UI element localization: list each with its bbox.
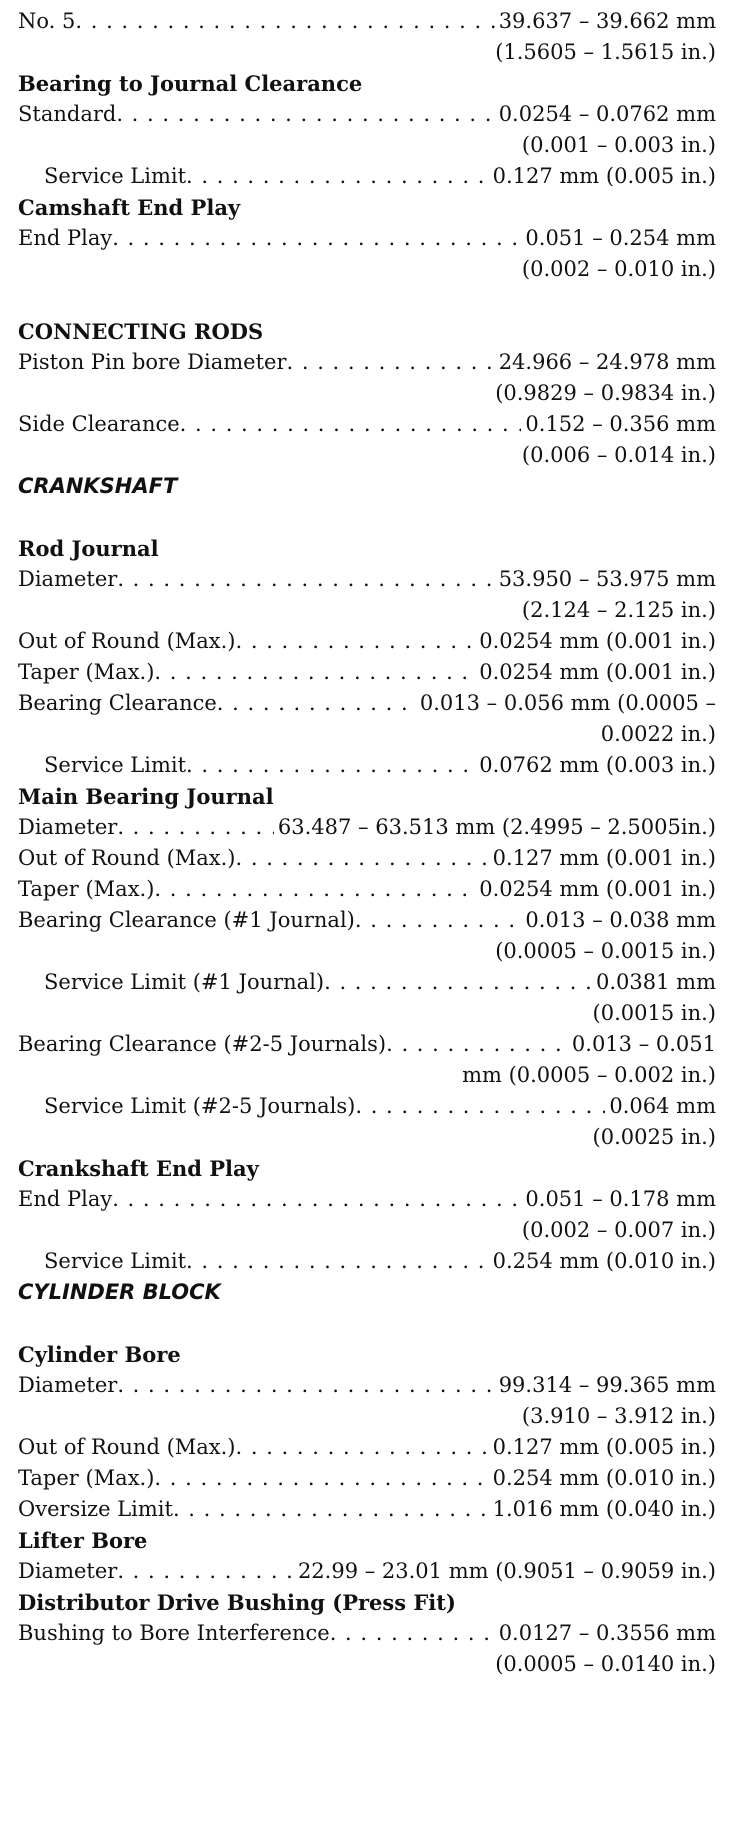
spec-row-bearing-clearance [18, 688, 716, 719]
spec-value: 0.013 – 0.038 mm [525, 908, 716, 932]
spec-label: Diameter [18, 1559, 118, 1583]
spec-label: Bearing Clearance (#2-5 Journals) [18, 1032, 387, 1056]
spec-row-oversize-limit [18, 1494, 716, 1525]
spec-row-piston-pin-bore-diameter [18, 347, 716, 378]
spec-label: No. 5 [18, 9, 76, 33]
spec-row-bearing-clearance-2-5-journals [18, 1029, 716, 1060]
spec-value: 0.0762 mm (0.003 in.) [479, 753, 716, 777]
spec-label: Diameter [18, 1373, 118, 1397]
spec-continuation [18, 378, 716, 409]
spec-label: Oversize Limit [18, 1497, 173, 1521]
spec-value: 0.0254 mm (0.001 in.) [479, 660, 716, 684]
heading-bearing-to-journal-clearance [18, 68, 716, 99]
spec-value: 0.127 mm (0.005 in.) [492, 164, 716, 188]
dot-leader [117, 564, 494, 595]
spec-value: 0.051 – 0.178 mm [525, 1187, 716, 1211]
spec-row-diameter [18, 564, 716, 595]
spec-value: 39.637 – 39.662 mm [498, 9, 716, 33]
spacer [18, 285, 716, 316]
spec-value: 24.966 – 24.978 mm [498, 350, 716, 374]
spec-row-end-play [18, 1184, 716, 1215]
continuation-text: (0.0025 in.) [592, 1125, 716, 1149]
spec-value: 0.0127 – 0.3556 mm [498, 1621, 716, 1645]
spec-value: 0.064 mm [609, 1094, 716, 1118]
spec-label: Taper (Max.) [18, 660, 155, 684]
spec-continuation [18, 719, 716, 750]
continuation-text: (3.910 – 3.912 in.) [521, 1404, 716, 1428]
dot-leader [154, 657, 475, 688]
spec-value: 0.013 – 0.051 [571, 1032, 716, 1056]
continuation-text: (0.002 – 0.007 in.) [521, 1218, 716, 1242]
dot-leader [287, 347, 495, 378]
dot-leader [236, 626, 476, 657]
dot-leader [236, 843, 489, 874]
dot-leader [75, 6, 494, 37]
dot-leader [112, 223, 521, 254]
spec-label: End Play [18, 226, 113, 250]
dot-leader [186, 1246, 489, 1277]
continuation-text: (0.006 – 0.014 in.) [521, 443, 716, 467]
dot-leader [236, 1432, 489, 1463]
spec-continuation [18, 1122, 716, 1153]
spec-label: Piston Pin bore Diameter [18, 350, 287, 374]
heading-text: Rod Journal [18, 536, 159, 561]
heading-crankshaft-end-play [18, 1153, 716, 1184]
spec-label: Taper (Max.) [18, 1466, 155, 1490]
spec-value: 1.016 mm (0.040 in.) [492, 1497, 716, 1521]
spec-label: Bushing to Bore Interference [18, 1621, 330, 1645]
spec-continuation [18, 998, 716, 1029]
spec-value: 0.127 mm (0.005 in.) [492, 1435, 716, 1459]
spec-row-taper-max [18, 874, 716, 905]
spec-continuation [18, 37, 716, 68]
spec-row-taper-max [18, 1463, 716, 1494]
continuation-text: (0.002 – 0.010 in.) [521, 257, 716, 281]
section-title-cylinder-block [18, 1277, 716, 1308]
spec-value: 22.99 – 23.01 mm (0.9051 – 0.9059 in.) [297, 1559, 716, 1583]
dot-leader [180, 409, 522, 440]
spec-value: 0.013 – 0.056 mm (0.0005 – [419, 691, 716, 715]
heading-text: CYLINDER BLOCK [18, 1280, 221, 1304]
spec-label: Out of Round (Max.) [18, 1435, 236, 1459]
dot-leader [116, 99, 494, 130]
heading-text: CONNECTING RODS [18, 319, 264, 344]
spec-value: 0.254 mm (0.010 in.) [492, 1466, 716, 1490]
spec-row-service-limit-1-journal [18, 967, 716, 998]
dot-leader [186, 161, 489, 192]
spec-label: Service Limit [44, 164, 187, 188]
spec-value: 0.127 mm (0.001 in.) [492, 846, 716, 870]
spec-label: Service Limit [44, 1249, 187, 1273]
spec-continuation [18, 1649, 716, 1680]
spec-continuation [18, 936, 716, 967]
dot-leader [154, 874, 475, 905]
spec-row-service-limit [18, 750, 716, 781]
continuation-text: (1.5605 – 1.5615 in.) [495, 40, 716, 64]
spec-continuation [18, 1215, 716, 1246]
spec-value: 0.0254 – 0.0762 mm [498, 102, 716, 126]
spacer [18, 1308, 716, 1339]
spec-value: 0.152 – 0.356 mm [525, 412, 716, 436]
spec-label: Bearing Clearance (#1 Journal) [18, 908, 355, 932]
heading-main-bearing-journal [18, 781, 716, 812]
heading-text: Cylinder Bore [18, 1342, 181, 1367]
spec-row-side-clearance [18, 409, 716, 440]
continuation-text: (0.0015 in.) [592, 1001, 716, 1025]
spec-label: Bearing Clearance [18, 691, 217, 715]
continuation-text: (0.9829 – 0.9834 in.) [495, 381, 716, 405]
spec-continuation [18, 440, 716, 471]
heading-rod-journal [18, 533, 716, 564]
spec-value: 63.487 – 63.513 mm (2.4995 – 2.5005in.) [277, 815, 716, 839]
spec-row-end-play [18, 223, 716, 254]
spec-value: 0.0254 mm (0.001 in.) [479, 877, 716, 901]
spec-label: Diameter [18, 567, 118, 591]
spec-row-bushing-to-bore-interference [18, 1618, 716, 1649]
spec-continuation [18, 595, 716, 626]
spec-label: Diameter [18, 815, 118, 839]
spec-row-diameter [18, 1556, 716, 1587]
spec-row-service-limit [18, 1246, 716, 1277]
spec-row-standard [18, 99, 716, 130]
spec-label: Side Clearance [18, 412, 180, 436]
heading-text: Lifter Bore [18, 1528, 148, 1553]
spacer [18, 502, 716, 533]
dot-leader [154, 1463, 488, 1494]
spec-value: 0.051 – 0.254 mm [525, 226, 716, 250]
section-title-crankshaft [18, 471, 716, 502]
spec-row-taper-max [18, 657, 716, 688]
dot-leader [117, 812, 274, 843]
dot-leader [355, 1091, 605, 1122]
continuation-text: mm (0.0005 – 0.002 in.) [462, 1063, 716, 1087]
spec-label: Service Limit [44, 753, 187, 777]
spec-value: 0.0254 mm (0.001 in.) [479, 629, 716, 653]
spec-row-diameter [18, 812, 716, 843]
spec-row-service-limit [18, 161, 716, 192]
spec-row-diameter [18, 1370, 716, 1401]
heading-text: Main Bearing Journal [18, 784, 274, 809]
spec-row-out-of-round-max [18, 843, 716, 874]
heading-lifter-bore [18, 1525, 716, 1556]
spec-value: 0.254 mm (0.010 in.) [492, 1249, 716, 1273]
continuation-text: 0.0022 in.) [600, 722, 716, 746]
continuation-text: (2.124 – 2.125 in.) [521, 598, 716, 622]
continuation-text: (0.0005 – 0.0015 in.) [495, 939, 716, 963]
spec-label: Standard [18, 102, 117, 126]
heading-connecting-rods [18, 316, 716, 347]
dot-leader [324, 967, 592, 998]
continuation-text: (0.001 – 0.003 in.) [521, 133, 716, 157]
spec-row-out-of-round-max [18, 626, 716, 657]
heading-camshaft-end-play [18, 192, 716, 223]
spec-continuation [18, 1401, 716, 1432]
dot-leader [112, 1184, 521, 1215]
heading-cylinder-bore [18, 1339, 716, 1370]
spec-continuation [18, 130, 716, 161]
heading-distributor-drive-bushing-press-fit [18, 1587, 716, 1618]
spec-continuation [18, 254, 716, 285]
spec-row-service-limit-2-5-journals [18, 1091, 716, 1122]
spec-label: End Play [18, 1187, 113, 1211]
spec-row-out-of-round-max [18, 1432, 716, 1463]
spec-row-bearing-clearance-1-journal [18, 905, 716, 936]
dot-leader [386, 1029, 568, 1060]
spec-label: Out of Round (Max.) [18, 629, 236, 653]
dot-leader [186, 750, 475, 781]
spec-continuation [18, 1060, 716, 1091]
spec-row-no-5 [18, 6, 716, 37]
dot-leader [355, 905, 522, 936]
continuation-text: (0.0005 – 0.0140 in.) [495, 1652, 716, 1676]
spec-label: Service Limit (#1 Journal) [44, 970, 325, 994]
dot-leader [330, 1618, 495, 1649]
spec-label: Taper (Max.) [18, 877, 155, 901]
heading-text: Camshaft End Play [18, 195, 241, 220]
spec-label: Out of Round (Max.) [18, 846, 236, 870]
dot-leader [117, 1556, 294, 1587]
spec-value: 0.0381 mm [596, 970, 716, 994]
dot-leader [117, 1370, 494, 1401]
heading-text: Bearing to Journal Clearance [18, 71, 363, 96]
spec-label: Service Limit (#2-5 Journals) [44, 1094, 356, 1118]
spec-value: 99.314 – 99.365 mm [498, 1373, 716, 1397]
dot-leader [173, 1494, 489, 1525]
dot-leader [217, 688, 416, 719]
heading-text: Crankshaft End Play [18, 1156, 259, 1181]
heading-text: Distributor Drive Bushing (Press Fit) [18, 1590, 456, 1615]
spec-value: 53.950 – 53.975 mm [498, 567, 716, 591]
heading-text: CRANKSHAFT [18, 474, 178, 498]
